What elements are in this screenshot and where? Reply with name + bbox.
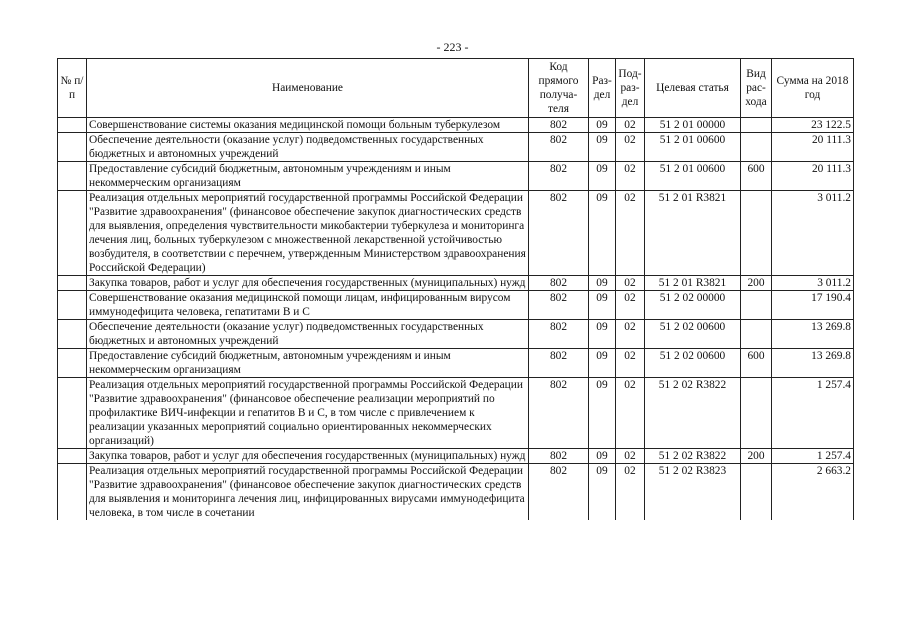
cell-recipient-code: 802 [529, 349, 589, 378]
cell-subsection: 02 [616, 191, 645, 276]
cell-section: 09 [589, 133, 616, 162]
cell-subsection: 02 [616, 133, 645, 162]
cell-name: Закупка товаров, работ и услуг для обеспечения государственных (муниципальных) нужд [87, 449, 529, 464]
cell-expense-type: 200 [741, 276, 772, 291]
cell-section: 09 [589, 191, 616, 276]
cell-subsection: 02 [616, 464, 645, 521]
cell-amount: 1 257.4 [772, 378, 854, 449]
cell-subsection: 02 [616, 449, 645, 464]
cell-recipient-code: 802 [529, 118, 589, 133]
cell-section: 09 [589, 349, 616, 378]
cell-recipient-code: 802 [529, 378, 589, 449]
cell-num [58, 449, 87, 464]
col-header-num: № п/п [58, 59, 87, 118]
cell-recipient-code: 802 [529, 162, 589, 191]
col-header-section: Раз-дел [589, 59, 616, 118]
cell-num [58, 378, 87, 449]
cell-recipient-code: 802 [529, 449, 589, 464]
table-row [58, 291, 854, 320]
cell-num [58, 349, 87, 378]
cell-recipient-code: 802 [529, 191, 589, 276]
cell-name: Предоставление субсидий бюджетным, автономным учреждениям и иным некоммерческим организациям [87, 162, 529, 191]
cell-name: Реализация отдельных мероприятий государственной программы Российской Федерации "Развитие здравоохранения" (финансовое обеспечение реализации мероприятий по профилактике ВИЧ-инфекции и гепатитов В и С, в том числе с привлечением к реализации указанных мероприятий социально ориентированных некоммерческих организаций) [87, 378, 529, 449]
cell-amount: 3 011.2 [772, 191, 854, 276]
cell-expense-type [741, 133, 772, 162]
table-row [58, 378, 854, 449]
col-header-name: Наименование [87, 59, 529, 118]
cell-section: 09 [589, 320, 616, 349]
table-row [58, 449, 854, 464]
cell-num [58, 464, 87, 521]
cell-subsection: 02 [616, 162, 645, 191]
cell-target: 51 2 02 R3822 [645, 449, 741, 464]
cell-section: 09 [589, 378, 616, 449]
cell-expense-type [741, 464, 772, 521]
cell-expense-type [741, 118, 772, 133]
cell-name: Реализация отдельных мероприятий государственной программы Российской Федерации "Развитие здравоохранения" (финансовое обеспечение закупок диагностических средств для выявления и мониторинга лечения лиц, инфицированных вирусами иммунодефицита человека, в том числе в сочетании [87, 464, 529, 521]
cell-num [58, 291, 87, 320]
cell-name: Реализация отдельных мероприятий государственной программы Российской Федерации "Развитие здравоохранения" (финансовое обеспечение закупок диагностических средств для выявления, определения чувствительности микобактерии туберкулеза и мониторинга лечения лиц, больных туберкулезом с множественной лекарственной устойчивостью возбудителя, в соответствии с перечнем, утвержденным Министерством здравоохранения Российской Федерации) [87, 191, 529, 276]
cell-expense-type [741, 320, 772, 349]
cell-section: 09 [589, 291, 616, 320]
cell-target: 51 2 02 R3822 [645, 378, 741, 449]
cell-num [58, 133, 87, 162]
cell-recipient-code: 802 [529, 133, 589, 162]
cell-recipient-code: 802 [529, 276, 589, 291]
table-row [58, 133, 854, 162]
col-header-subsection: Под-раз-дел [616, 59, 645, 118]
budget-table [57, 58, 854, 520]
cell-name: Совершенствование оказания медицинской помощи лицам, инфицированным вирусом иммунодефицита человека, гепатитами В и С [87, 291, 529, 320]
cell-subsection: 02 [616, 118, 645, 133]
cell-target: 51 2 01 00600 [645, 162, 741, 191]
col-header-expense-type: Вид рас-хода [741, 59, 772, 118]
cell-section: 09 [589, 276, 616, 291]
cell-target: 51 2 01 R3821 [645, 276, 741, 291]
cell-name: Предоставление субсидий бюджетным, автономным учреждениям и иным некоммерческим организациям [87, 349, 529, 378]
cell-amount: 13 269.8 [772, 320, 854, 349]
cell-name: Обеспечение деятельности (оказание услуг) подведомственных государственных бюджетных и автономных учреждений [87, 133, 529, 162]
col-header-amount: Сумма на 2018 год [772, 59, 854, 118]
cell-target: 51 2 01 00000 [645, 118, 741, 133]
table-body [58, 118, 854, 521]
table-row [58, 464, 854, 521]
cell-recipient-code: 802 [529, 291, 589, 320]
col-header-target: Целевая статья [645, 59, 741, 118]
table-row [58, 349, 854, 378]
cell-target: 51 2 02 00600 [645, 320, 741, 349]
col-header-recipient-code: Код прямого получа-теля [529, 59, 589, 118]
cell-expense-type [741, 378, 772, 449]
table-row [58, 118, 854, 133]
cell-name: Совершенствование системы оказания медицинской помощи больным туберкулезом [87, 118, 529, 133]
cell-target: 51 2 01 R3821 [645, 191, 741, 276]
cell-amount: 1 257.4 [772, 449, 854, 464]
cell-amount: 13 269.8 [772, 349, 854, 378]
table-header-row [58, 59, 854, 118]
cell-expense-type: 600 [741, 162, 772, 191]
cell-num [58, 191, 87, 276]
cell-target: 51 2 01 00600 [645, 133, 741, 162]
cell-num [58, 320, 87, 349]
cell-num [58, 118, 87, 133]
cell-subsection: 02 [616, 320, 645, 349]
cell-expense-type [741, 191, 772, 276]
cell-section: 09 [589, 449, 616, 464]
cell-recipient-code: 802 [529, 464, 589, 521]
cell-target: 51 2 02 00000 [645, 291, 741, 320]
cell-section: 09 [589, 118, 616, 133]
cell-section: 09 [589, 464, 616, 521]
cell-amount: 17 190.4 [772, 291, 854, 320]
table-row [58, 162, 854, 191]
cell-num [58, 162, 87, 191]
cell-name: Обеспечение деятельности (оказание услуг) подведомственных государственных бюджетных и автономных учреждений [87, 320, 529, 349]
cell-subsection: 02 [616, 276, 645, 291]
cell-amount: 2 663.2 [772, 464, 854, 521]
cell-amount: 23 122.5 [772, 118, 854, 133]
table-row [58, 276, 854, 291]
cell-subsection: 02 [616, 349, 645, 378]
cell-target: 51 2 02 00600 [645, 349, 741, 378]
cell-target: 51 2 02 R3823 [645, 464, 741, 521]
cell-name: Закупка товаров, работ и услуг для обеспечения государственных (муниципальных) нужд [87, 276, 529, 291]
cell-expense-type: 200 [741, 449, 772, 464]
table-row [58, 191, 854, 276]
cell-amount: 20 111.3 [772, 133, 854, 162]
table-row [58, 320, 854, 349]
cell-num [58, 276, 87, 291]
cell-amount: 20 111.3 [772, 162, 854, 191]
cell-subsection: 02 [616, 291, 645, 320]
cell-amount: 3 011.2 [772, 276, 854, 291]
cell-recipient-code: 802 [529, 320, 589, 349]
cell-section: 09 [589, 162, 616, 191]
page-number: - 223 - [436, 40, 469, 54]
cell-expense-type [741, 291, 772, 320]
cell-expense-type: 600 [741, 349, 772, 378]
cell-subsection: 02 [616, 378, 645, 449]
